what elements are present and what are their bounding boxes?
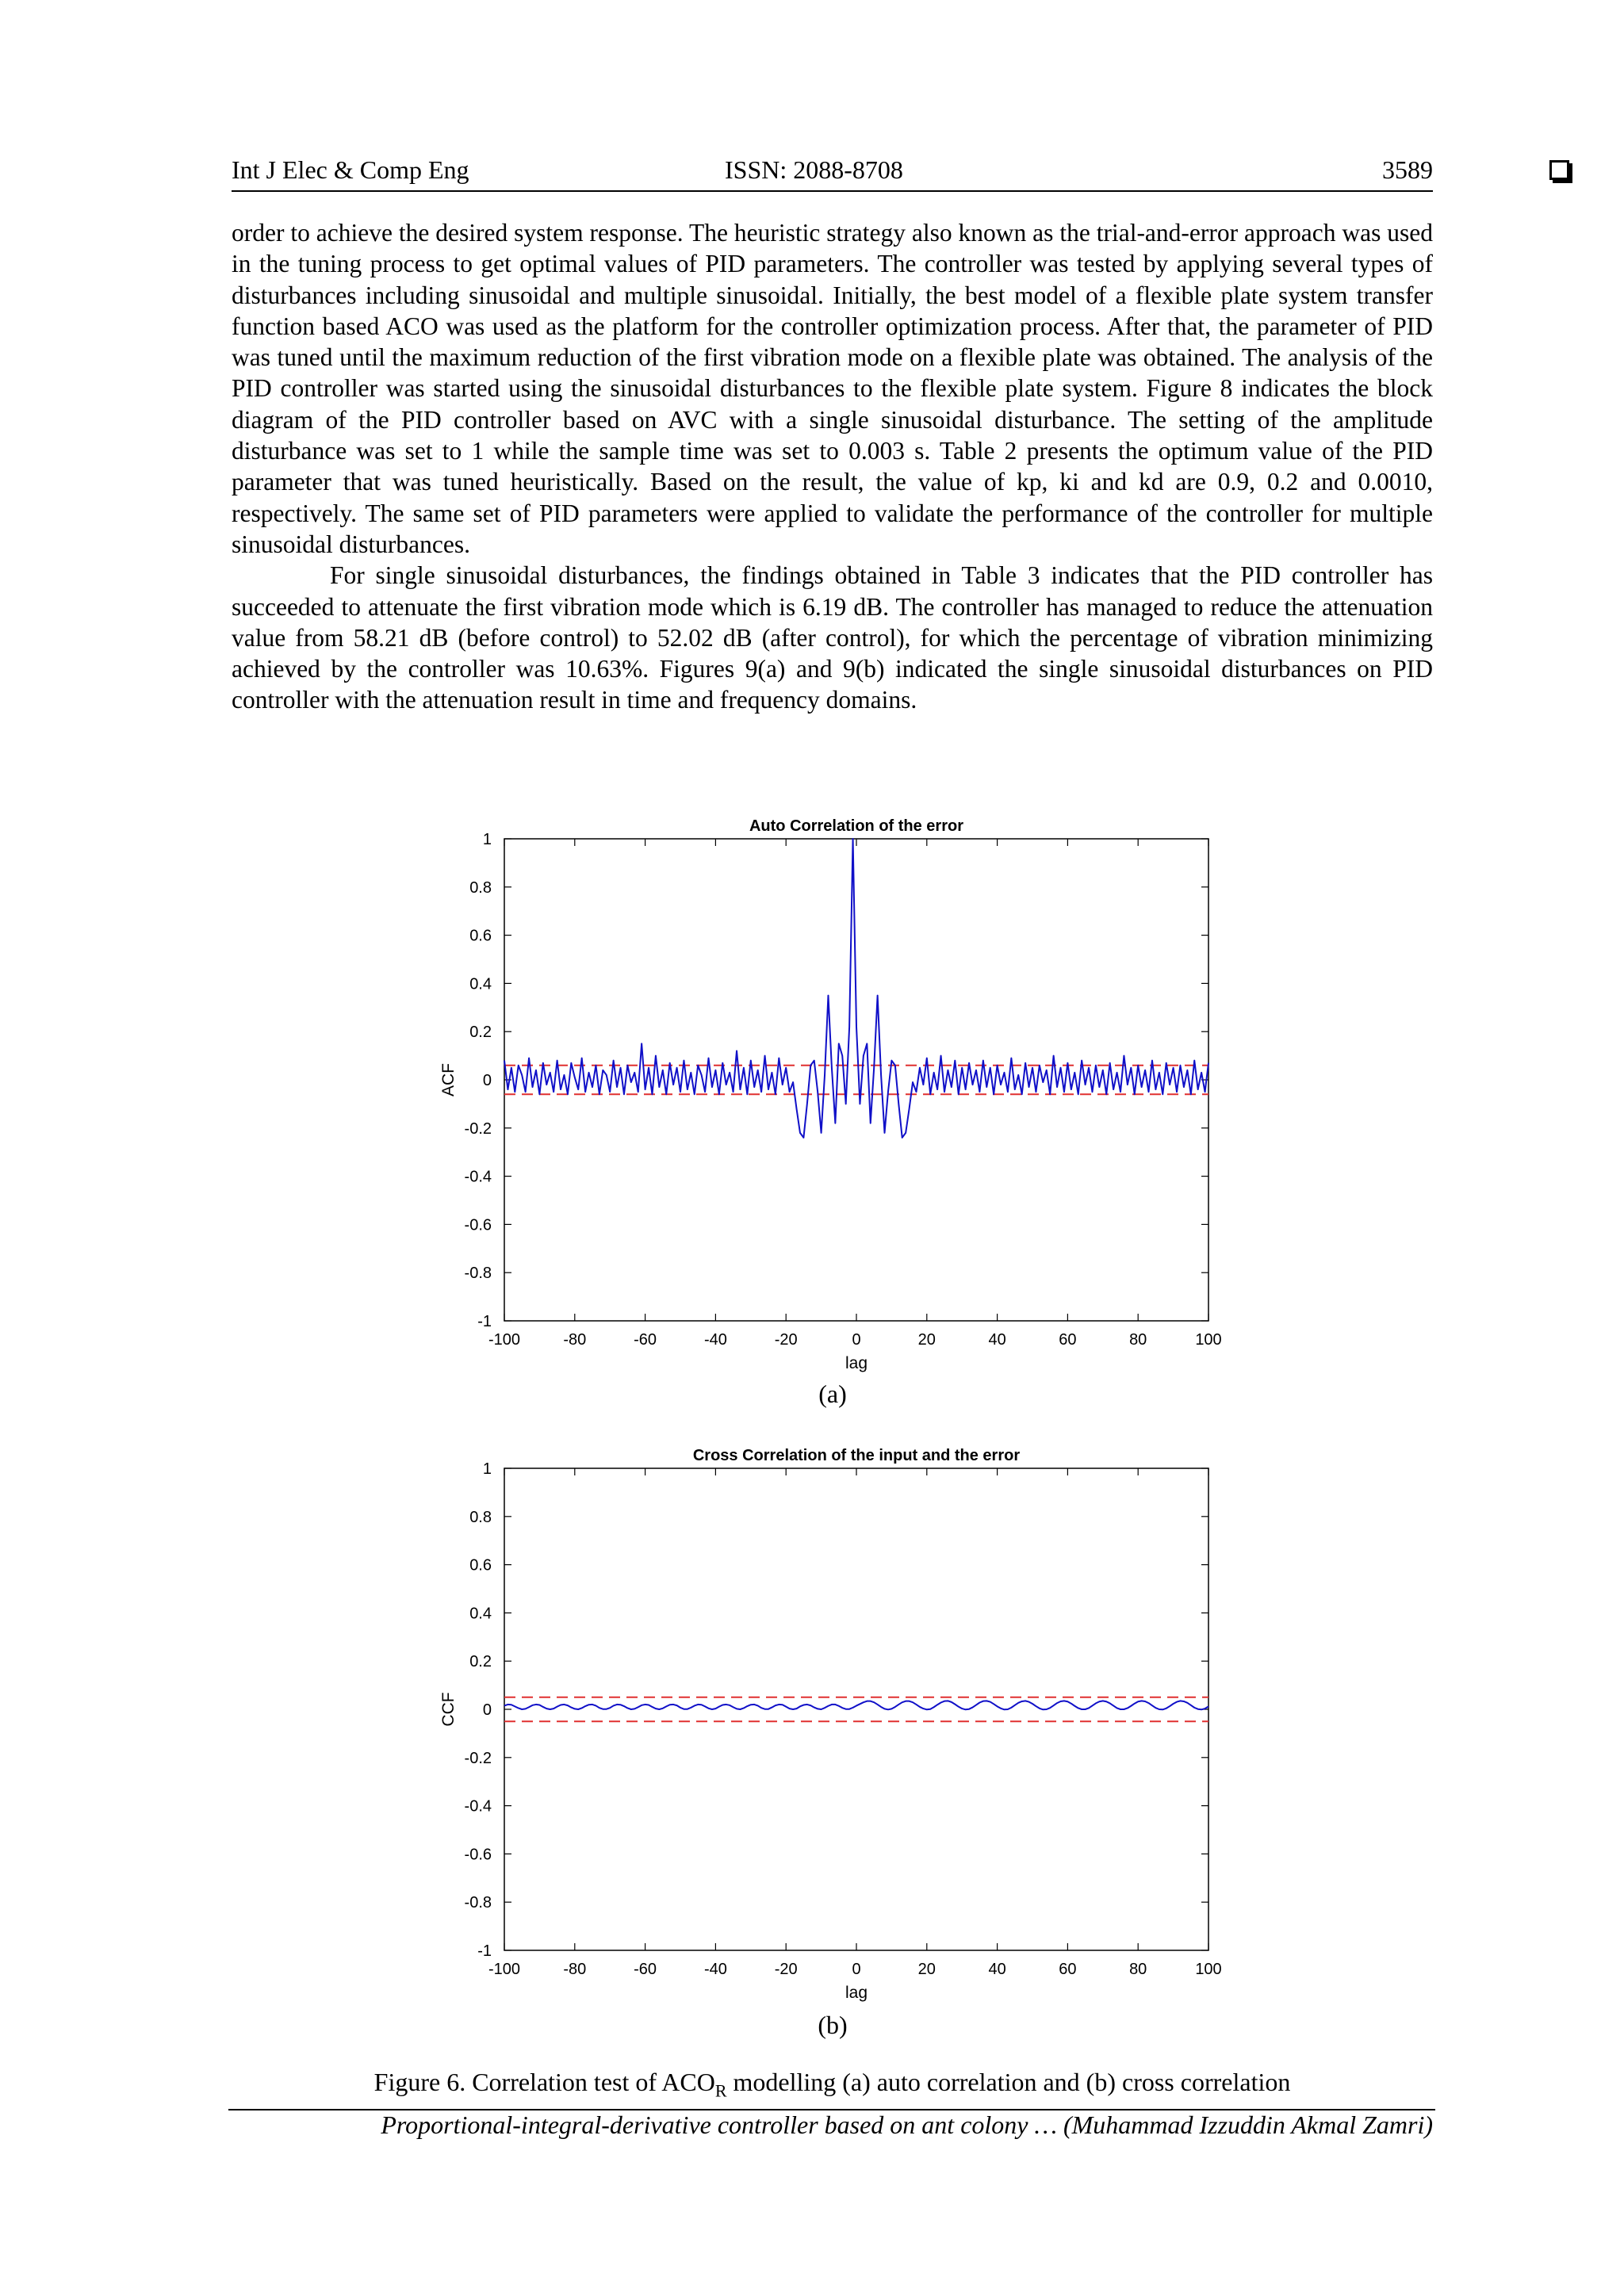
issn: ISSN: 2088-8708 bbox=[725, 155, 903, 184]
y-axis-label: ACF bbox=[439, 1063, 458, 1096]
x-axis-label: lag bbox=[845, 1984, 868, 2002]
x-tick-label: 100 bbox=[1195, 1961, 1222, 1978]
paragraph: order to achieve the desired system response. The heuristic strategy also known as the trial-and-error approach was used in the tuning process to get optimal values of PID parameters. The controller was tested by applying several types of disturbances including sinusoidal and multiple sinusoidal. Initially, the best model of a flexible plate system transfer function based ACO was used as the platform for the controller optimization process. After that, the parameter of PID was tuned until the maximum reduction of the first vibration mode on a flexible plate was obtained. The analysis of the PID controller was started using the sinusoidal disturbances to the flexible plate system. Figure 8 indicates the block diagram of the PID controller based on AVC with a single sinusoidal disturbance. The setting of the amplitude disturbance was set to 1 while the sample time was set to 0.003 s. Table 2 presents the optimum value of the PID parameter that was tuned heuristically. Based on the result, the value of kp, ki and kd are 0.9, 0.2 and 0.0010, respectively. The same set of PID parameters were applied to validate the performance of the controller for multiple sinusoidal disturbances. bbox=[232, 219, 1433, 558]
x-tick-label: 60 bbox=[1059, 1961, 1077, 1978]
y-tick-label: -0.8 bbox=[464, 1265, 492, 1283]
y-tick-label: 0.6 bbox=[469, 1556, 492, 1575]
y-tick-label: -1 bbox=[477, 1313, 492, 1330]
y-tick-label: 0.2 bbox=[469, 1653, 492, 1671]
y-tick-label: -0.4 bbox=[464, 1168, 492, 1186]
y-tick-label: -0.6 bbox=[464, 1846, 492, 1864]
x-tick-label: 40 bbox=[988, 1331, 1006, 1349]
paragraph: For single sinusoidal disturbances, the findings obtained in Table 3 indicates that the PID controller has succeeded to attenuate the first vibration mode which is 6.19 dB. The controller has managed to reduce the attenuation value from 58.21 dB (before control) to 52.02 dB (after control), for which the percentage of vibration minimizing achieved by the controller was 10.63%. Figures 9(a) and 9(b) indicated the single sinusoidal disturbances on PID controller with the attenuation result in time and frequency domains. bbox=[232, 561, 1433, 714]
cross-correlation-chart bbox=[428, 1437, 1253, 2007]
square-bullet-icon bbox=[1549, 160, 1569, 180]
y-tick-label: 0.2 bbox=[469, 1024, 492, 1042]
y-tick-label: -0.8 bbox=[464, 1894, 492, 1912]
x-tick-label: -20 bbox=[774, 1961, 798, 1978]
figure-caption bbox=[232, 2068, 1433, 2101]
plot-area-frame bbox=[504, 839, 1208, 1321]
y-tick-label: -0.2 bbox=[464, 1749, 492, 1767]
y-tick-label: -0.4 bbox=[464, 1797, 492, 1816]
y-tick-label: 1 bbox=[482, 1460, 492, 1478]
y-tick-label: -0.2 bbox=[464, 1119, 492, 1138]
x-tick-label: -100 bbox=[488, 1961, 521, 1978]
x-axis-label: lag bbox=[845, 1354, 868, 1372]
caption-text: Figure 6. Correlation test of ACO bbox=[373, 2068, 715, 2096]
x-tick-label: 0 bbox=[852, 1961, 861, 1978]
y-tick-label: 0.4 bbox=[469, 1605, 492, 1623]
x-tick-label: 20 bbox=[917, 1961, 936, 1978]
y-tick-label: 0.8 bbox=[469, 878, 492, 897]
x-tick-label: 100 bbox=[1195, 1331, 1222, 1349]
y-tick-label: 0 bbox=[482, 1072, 492, 1089]
plot-area-frame bbox=[504, 1468, 1208, 1950]
x-tick-label: -40 bbox=[703, 1961, 727, 1978]
x-tick-label: 80 bbox=[1129, 1961, 1147, 1978]
y-axis-label: CCF bbox=[439, 1692, 458, 1727]
y-tick-label: 0.4 bbox=[469, 975, 492, 993]
running-title: Proportional-integral-derivative controller based on ant colony … (Muhammad Izzuddin Akmal Zamri) bbox=[381, 2110, 1433, 2139]
y-tick-label: 0.8 bbox=[469, 1508, 492, 1526]
chart-title: Auto Correlation of the error bbox=[749, 817, 964, 835]
y-tick-label: 0.6 bbox=[469, 927, 492, 945]
x-tick-label: -60 bbox=[634, 1331, 657, 1349]
x-tick-label: -80 bbox=[563, 1961, 587, 1978]
x-tick-label: 80 bbox=[1129, 1331, 1147, 1349]
auto-correlation-chart bbox=[428, 807, 1253, 1378]
subfigure-label-b: (b) bbox=[818, 2011, 848, 2039]
x-tick-label: -100 bbox=[488, 1331, 521, 1349]
x-tick-label: 60 bbox=[1059, 1331, 1077, 1349]
subfigure-label-a: (a) bbox=[818, 1380, 847, 1408]
journal-name: Int J Elec & Comp Eng bbox=[232, 155, 469, 184]
x-tick-label: -20 bbox=[774, 1331, 798, 1349]
y-tick-label: 0 bbox=[482, 1701, 492, 1719]
page-number: 3589 bbox=[1382, 155, 1433, 184]
page-header bbox=[232, 152, 1433, 192]
caption-subscript: R bbox=[714, 2080, 727, 2101]
caption-text: modelling (a) auto correlation and (b) cross correlation bbox=[726, 2068, 1291, 2096]
body-text bbox=[232, 217, 1433, 716]
series-line bbox=[504, 1701, 1208, 1709]
series-line bbox=[504, 839, 1208, 1138]
x-tick-label: -60 bbox=[634, 1961, 657, 1978]
x-tick-label: -40 bbox=[703, 1331, 727, 1349]
x-tick-label: -80 bbox=[563, 1331, 587, 1349]
y-tick-label: 1 bbox=[482, 831, 492, 848]
y-tick-label: -0.6 bbox=[464, 1216, 492, 1234]
x-tick-label: 40 bbox=[988, 1961, 1006, 1978]
chart-title: Cross Correlation of the input and the error bbox=[692, 1447, 1021, 1464]
y-tick-label: -1 bbox=[477, 1942, 492, 1960]
x-tick-label: 0 bbox=[852, 1331, 861, 1349]
x-tick-label: 20 bbox=[917, 1331, 936, 1349]
